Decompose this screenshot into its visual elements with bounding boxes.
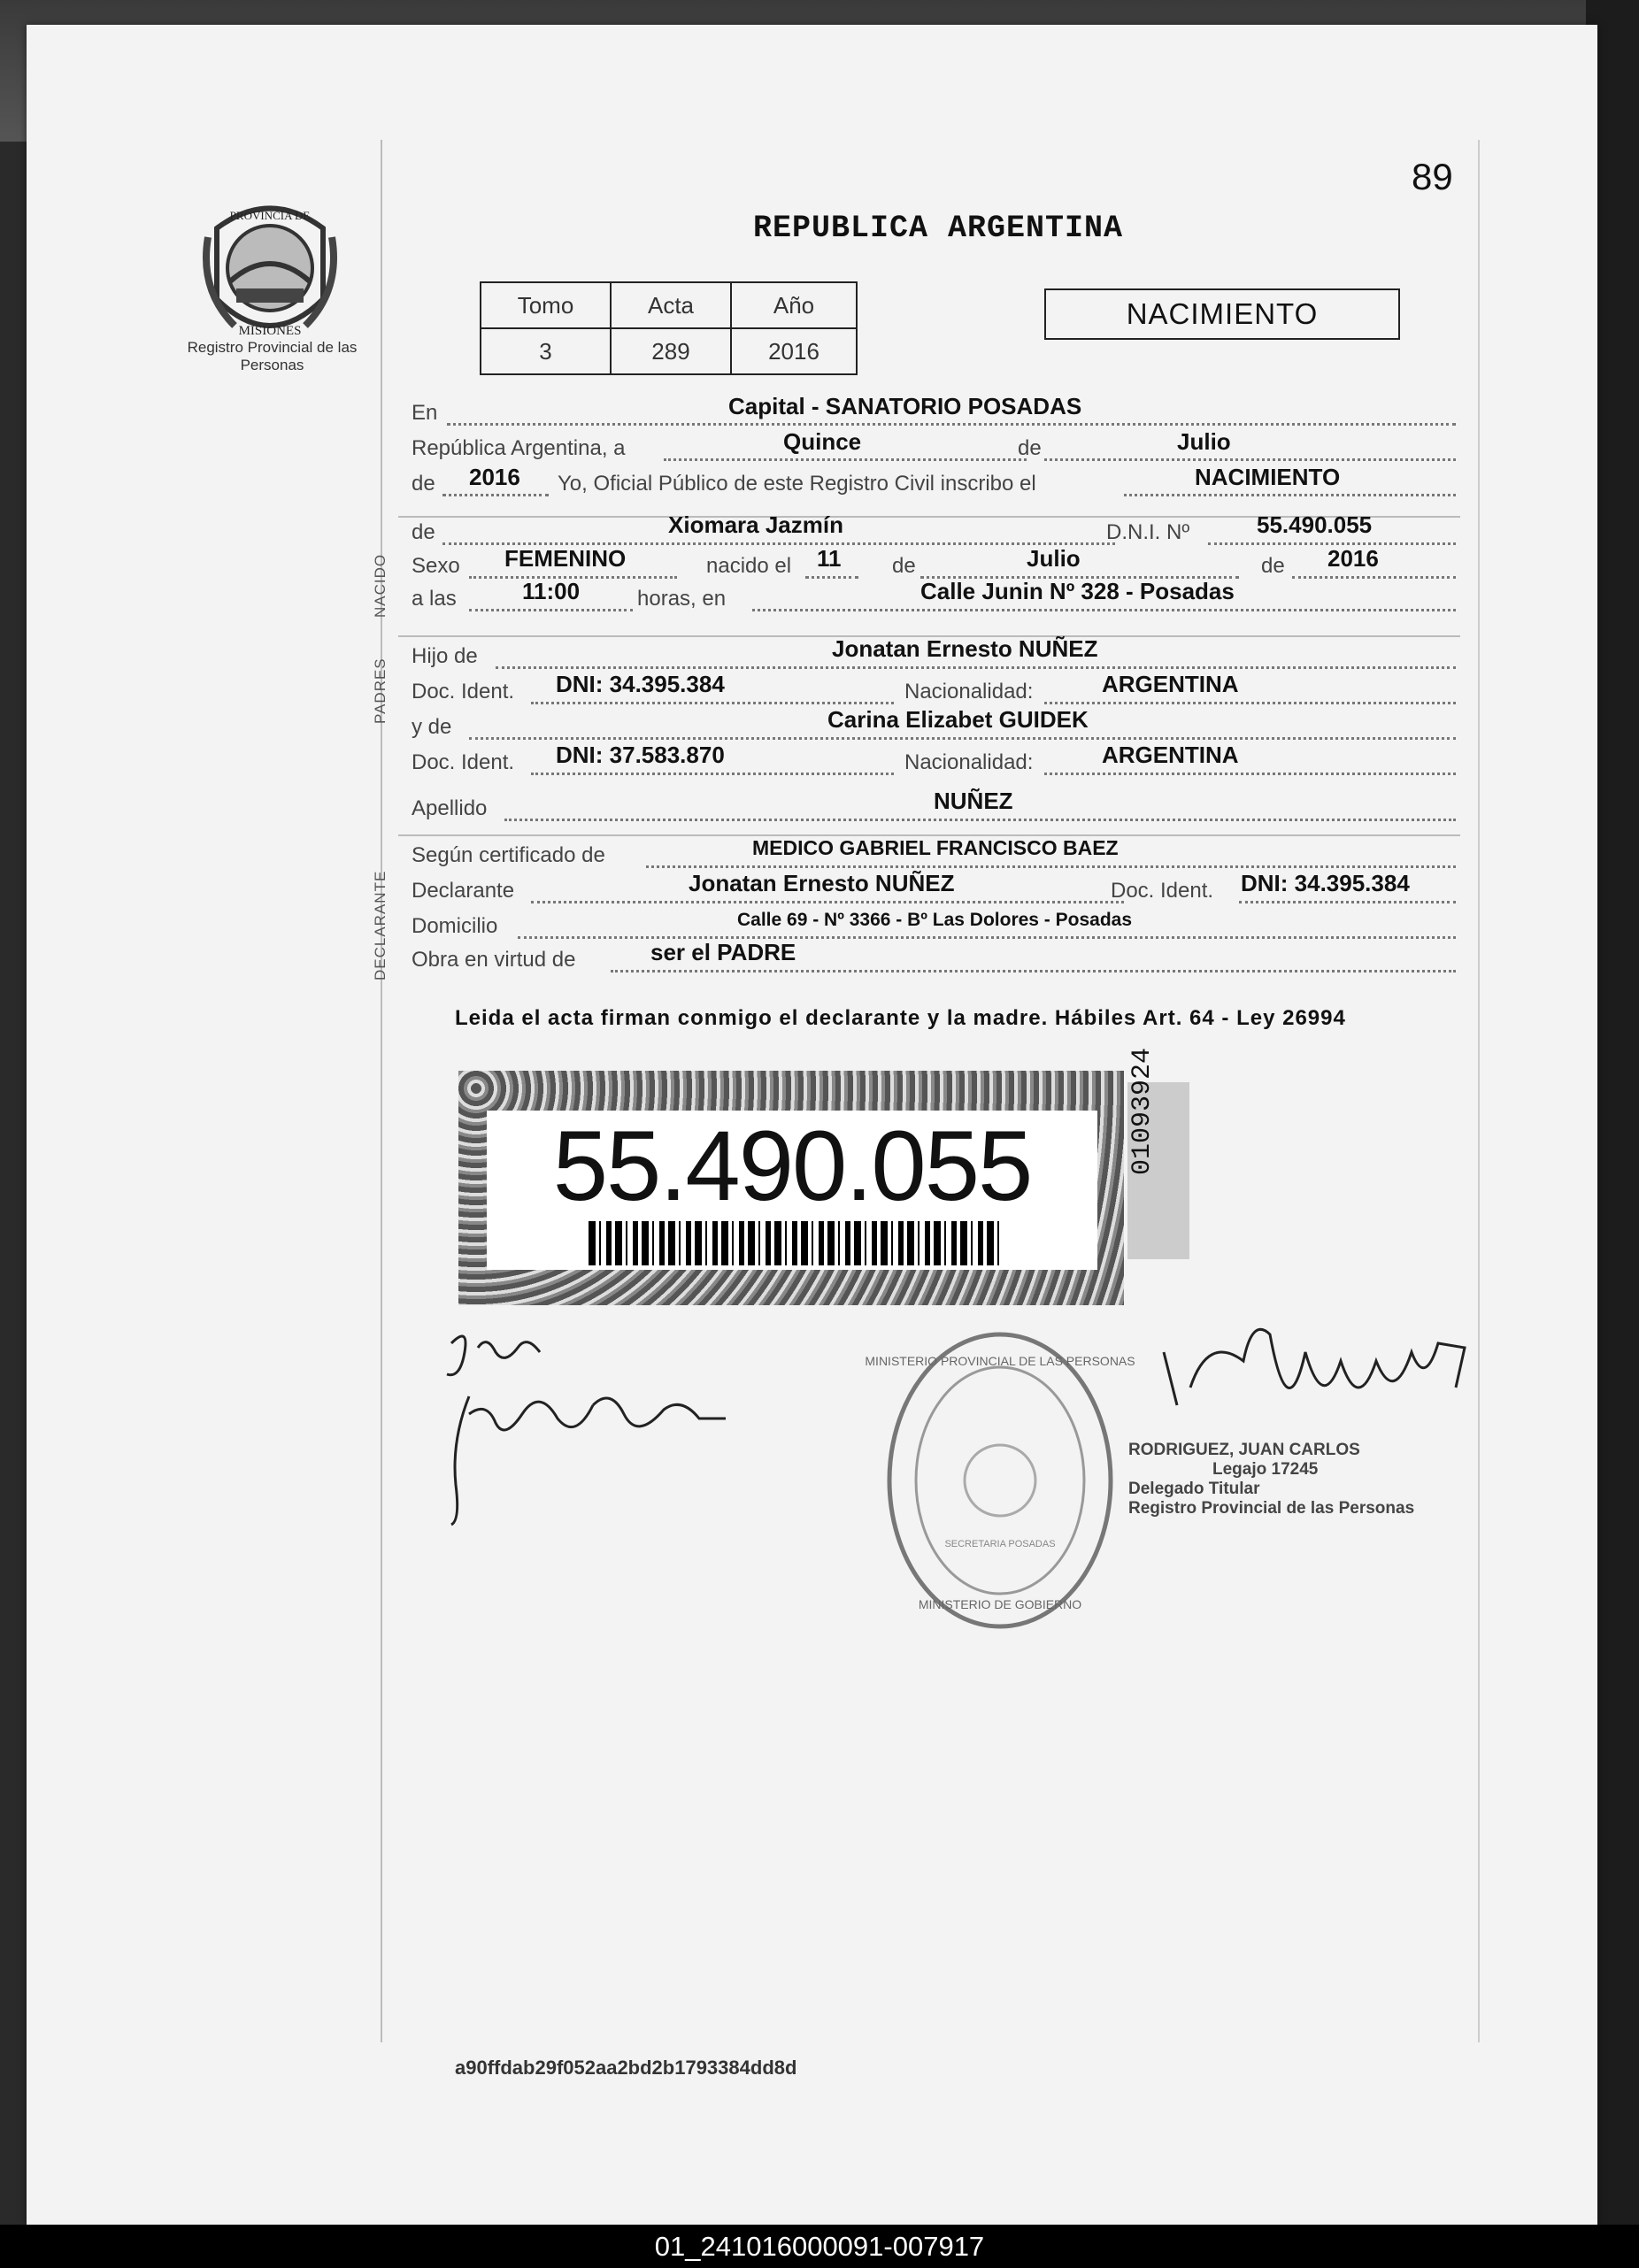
value-birth-year: 2016 <box>1327 545 1379 572</box>
value-certificado: MEDICO GABRIEL FRANCISCO BAEZ <box>752 836 1119 859</box>
dots-month <box>1044 458 1456 461</box>
official-org: Registro Provincial de las Personas <box>1128 1499 1415 1518</box>
value-dni: 55.490.055 <box>1257 511 1373 538</box>
official-name: RODRIGUEZ, JUAN CARLOS <box>1128 1441 1360 1459</box>
record-id-value-row <box>481 328 857 374</box>
dots-certificado <box>646 865 1456 868</box>
value-mother: Carina Elizabet GUIDEK <box>827 706 1089 733</box>
value-domicilio: Calle 69 - Nº 3366 - Bº Las Dolores - Posadas <box>737 910 1133 930</box>
value-declarante: Jonatan Ernesto NUÑEZ <box>689 870 955 896</box>
emblem-top-text: PROVINCIA DE <box>229 209 311 222</box>
label-docident-father: Doc. Ident. <box>412 680 515 703</box>
value-father-doc: DNI: 34.395.384 <box>556 671 725 697</box>
value-month: Julio <box>1177 428 1231 455</box>
registry-label: Registro Provincial de las Personas <box>187 339 358 373</box>
record-id-header-row <box>481 282 857 328</box>
value-sexo: FEMENINO <box>504 545 627 572</box>
value-place: Capital - SANATORIO POSADAS <box>728 393 1082 419</box>
page-number: 89 <box>1412 156 1453 197</box>
dots-year <box>442 494 549 496</box>
official-block <box>1128 1441 1414 1518</box>
dots-father <box>496 666 1456 669</box>
label-nacido: nacido el <box>706 554 792 578</box>
section-nacido: NACIDO <box>372 553 389 618</box>
barcode-number: 55.490.055 <box>552 1111 1032 1221</box>
dots-mother-nat <box>1044 773 1456 775</box>
barcode-bars-icon <box>589 1221 1004 1265</box>
serial-number: 01093924 <box>1127 1047 1158 1175</box>
dots-time <box>469 609 633 611</box>
label-obra: Obra en virtud de <box>412 948 576 972</box>
stamp-text-inner: SECRETARIA POSADAS <box>944 1539 1056 1549</box>
value-acta: 289 <box>611 328 731 374</box>
value-obra: ser el PADRE <box>650 939 796 965</box>
dots-apellido <box>504 819 1456 821</box>
section-declarante: DECLARANTE <box>372 870 389 980</box>
value-apellido: NUÑEZ <box>934 788 1013 814</box>
barcode-inner <box>487 1111 1097 1270</box>
document-hash: a90ffdab29f052aa2bd2b1793384dd8d <box>455 2057 797 2079</box>
label-de5: de <box>1261 554 1285 578</box>
record-id-table <box>480 281 858 375</box>
margin-line-right <box>1478 140 1480 2042</box>
value-tomo: 3 <box>481 328 611 374</box>
emblem-bottom-text: MISIONES <box>238 324 302 338</box>
label-en: En <box>412 401 438 425</box>
value-birth-day: 11 <box>817 545 842 572</box>
dots-en <box>447 423 1456 426</box>
value-time: 11:00 <box>522 578 581 604</box>
dots-birth-year <box>1292 576 1456 579</box>
value-day-words: Quince <box>783 428 862 455</box>
label-apellido: Apellido <box>412 796 488 820</box>
value-birth-month: Julio <box>1027 545 1081 572</box>
closing-text: Leida el acta firman conmigo el declarante y la madre. Hábiles Art. 64 - Ley 26994 <box>455 1006 1346 1030</box>
record-type-box: NACIMIENTO <box>1044 288 1400 340</box>
label-nac-mother: Nacionalidad: <box>904 750 1034 774</box>
value-father-nat: ARGENTINA <box>1102 671 1239 697</box>
label-alas: a las <box>412 587 457 611</box>
value-anio: 2016 <box>731 328 857 374</box>
label-republica: República Argentina, a <box>412 436 626 460</box>
section-padres: PADRES <box>372 657 389 724</box>
dots-inscribe <box>1124 494 1456 496</box>
province-emblem-icon <box>199 193 341 348</box>
value-year: 2016 <box>469 464 520 490</box>
label-domicilio: Domicilio <box>412 914 498 938</box>
label-declarante: Declarante <box>412 879 515 903</box>
label-docident-decl: Doc. Ident. <box>1111 879 1214 903</box>
dots-decl-doc <box>1239 901 1456 903</box>
dots-father-nat <box>1044 702 1456 704</box>
label-sexo: Sexo <box>412 554 460 578</box>
value-father: Jonatan Ernesto NUÑEZ <box>832 635 1098 662</box>
official-signature-icon <box>1111 1299 1500 1449</box>
dots-obra <box>611 970 1456 973</box>
value-mother-doc: DNI: 37.583.870 <box>556 742 725 768</box>
label-certificado: Según certificado de <box>412 843 605 867</box>
label-oficial: Yo, Oficial Público de este Registro Civil inscribo el <box>558 472 1036 496</box>
dots-birth-day <box>805 576 858 579</box>
value-inscribe: NACIMIENTO <box>1195 464 1341 490</box>
stamp-text-bottom: MINISTERIO DE GOBIERNO <box>918 1597 1082 1611</box>
label-de: de <box>1018 436 1042 460</box>
dots-birth-place <box>752 609 1456 611</box>
official-legajo: Legajo 17245 <box>1212 1460 1319 1479</box>
label-dni: D.N.I. Nº <box>1106 520 1190 544</box>
label-yde: y de <box>412 715 452 739</box>
value-mother-nat: ARGENTINA <box>1102 742 1239 768</box>
dots-declarante <box>531 901 1124 903</box>
dots-father-doc <box>531 702 894 704</box>
header-acta: Acta <box>611 282 731 328</box>
label-nac-father: Nacionalidad: <box>904 680 1034 703</box>
margin-line-left <box>381 140 382 2042</box>
dots-mother-doc <box>531 773 894 775</box>
image-footer-id: 01_241016000091-007917 <box>0 2225 1639 2268</box>
barcode-label <box>458 1071 1124 1305</box>
official-stamp-icon <box>865 1326 1135 1635</box>
dots-mother <box>469 737 1456 740</box>
value-decl-doc: DNI: 34.395.384 <box>1241 870 1410 896</box>
document-title: REPUBLICA ARGENTINA <box>752 211 1124 246</box>
label-docident-mother: Doc. Ident. <box>412 750 515 774</box>
handwritten-signatures-icon <box>434 1317 788 1529</box>
header-tomo: Tomo <box>481 282 611 328</box>
dots-day <box>664 458 1027 461</box>
label-de4: de <box>892 554 916 578</box>
header-anio: Año <box>731 282 857 328</box>
label-de3: de <box>412 520 435 544</box>
official-role: Delegado Titular <box>1128 1480 1260 1498</box>
stamp-text-top: MINISTERIO PROVINCIAL DE LAS PERSONAS <box>865 1354 1135 1368</box>
label-de2: de <box>412 472 435 496</box>
label-horas: horas, en <box>637 587 727 611</box>
value-name: Xiomara Jazmín <box>668 511 843 538</box>
document-page <box>27 25 1597 2225</box>
value-birth-place: Calle Junin Nº 328 - Posadas <box>920 578 1235 604</box>
label-hijo: Hijo de <box>412 644 478 668</box>
